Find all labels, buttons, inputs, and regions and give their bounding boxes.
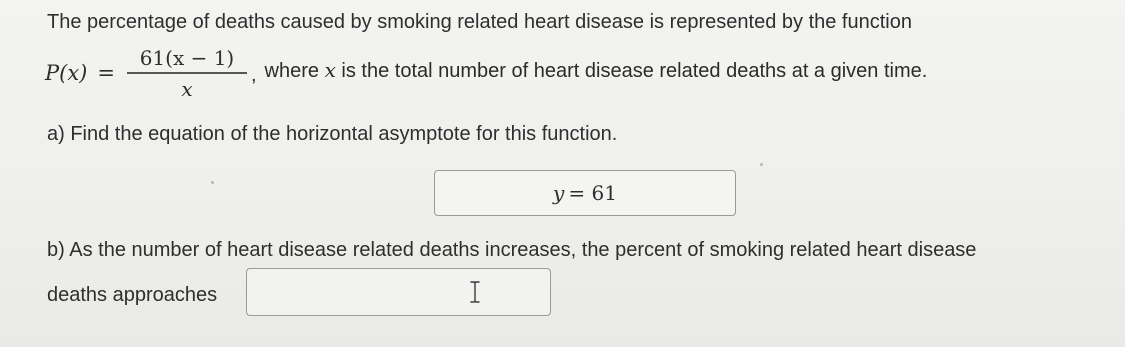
part-b-answer-input[interactable] (246, 268, 551, 316)
part-b-prompt-line1: b) As the number of heart disease related deaths increases, the percent of smoking related heart disease (47, 239, 977, 261)
part-a-prompt: a) Find the equation of the horizontal asymptote for this function. (47, 123, 618, 145)
equals-sign: = (97, 61, 115, 85)
variable-description-post: is the total number of heart disease related deaths at a given time. (341, 59, 928, 82)
screen-speck (760, 163, 763, 166)
variable-description-pre: where (264, 59, 320, 82)
fraction (127, 46, 247, 100)
variable-symbol: x (324, 57, 336, 82)
fraction-denominator: x (181, 76, 193, 101)
text-cursor-icon (467, 280, 483, 304)
answer-value: = 61 (568, 181, 617, 205)
screen-speck (211, 181, 214, 184)
formula-comma: , (250, 63, 257, 86)
function-name: P(x) (45, 61, 88, 85)
variable-description (265, 58, 928, 83)
function-formula-line (45, 42, 927, 104)
fraction-numerator: 61(x − 1) (139, 46, 235, 71)
answer-variable: y (553, 181, 565, 205)
part-a-answer-field[interactable] (434, 170, 736, 216)
fraction-bar (127, 72, 247, 74)
question-intro-text: The percentage of deaths caused by smoking related heart disease is represented by the function (47, 11, 912, 33)
part-b-prompt-line2: deaths approaches (47, 284, 218, 306)
